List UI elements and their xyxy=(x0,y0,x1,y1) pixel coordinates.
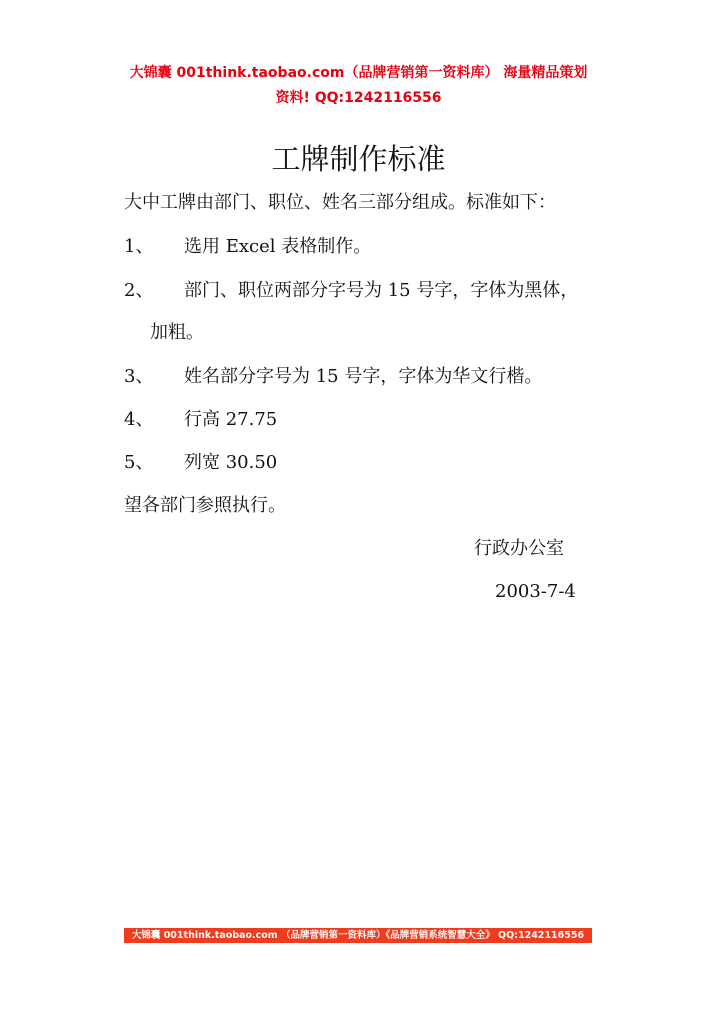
item-text-2: 部门、职位两部分字号为 15 号字，字体为黑体， xyxy=(184,280,579,301)
item-text-4: 行高 27.75 xyxy=(184,409,278,430)
header-promo-line-1: 大锦囊 001think.taobao.com（品牌营销第一资料库） 海量精品策划 xyxy=(129,65,588,81)
item-number-4: 4、 xyxy=(124,409,154,430)
item-text-1: 选用 Excel 表格制作。 xyxy=(184,236,372,257)
signature-department: 行政办公室 xyxy=(474,538,564,559)
item-number-2: 2、 xyxy=(124,280,154,301)
item-text-2-continuation: 加粗。 xyxy=(150,322,204,343)
item-text-3: 姓名部分字号为 15 号字，字体为华文行楷。 xyxy=(184,366,543,387)
item-number-1: 1、 xyxy=(124,236,154,257)
item-number-3: 3、 xyxy=(124,366,154,387)
signature-date: 2003-7-4 xyxy=(495,581,576,602)
item-number-5: 5、 xyxy=(124,452,154,473)
intro-paragraph: 大中工牌由部门、职位、姓名三部分组成。标准如下： xyxy=(124,192,556,213)
item-text-5: 列宽 30.50 xyxy=(184,452,278,473)
header-promo-line-2: 资料! QQ:1242116556 xyxy=(275,90,442,106)
document-title: 工牌制作标准 xyxy=(271,142,446,176)
footer-promo-bar: 大锦囊 001think.taobao.com （品牌营销第一资料库）《品牌营销系统智慧大全》 QQ:1242116556 xyxy=(124,928,592,943)
closing-paragraph: 望各部门参照执行。 xyxy=(124,495,286,516)
